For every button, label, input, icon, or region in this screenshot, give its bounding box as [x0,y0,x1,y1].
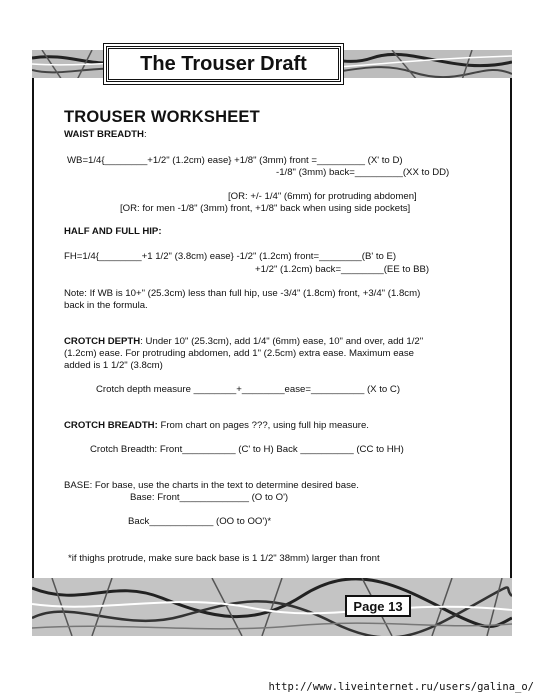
page-title: The Trouser Draft [140,52,307,75]
waist-label-line [64,129,147,141]
base-intro: BASE: For base, use the charts in the text to determine desired base. [64,480,359,491]
crotch-depth-line1 [64,336,423,348]
waist-note-men: [OR: for men -1/8" (3mm) front, +1/8" back when using side pockets] [120,203,411,214]
marble-band-bottom [32,578,512,636]
waist-label-colon: : [143,129,147,140]
crotch-depth-label: CROTCH DEPTH [64,336,141,347]
page-number-box [345,595,411,617]
waist-formula-front: WB=1/4{________+1/2" (1.2cm) ease} +1/8" (3mm) front =_________ (X' to D) [67,155,403,166]
crotch-breadth-measure: Crotch Breadth: Front__________ (C' to H) Back __________ (CC to HH) [90,444,404,455]
waist-note-abdomen: [OR: +/- 1/4" (6mm) for protruding abdomen] [228,191,417,202]
worksheet-frame [32,78,512,582]
crotch-depth-text-3: added is 1 1/2" (3.8cm) [64,360,163,371]
crotch-breadth-label: CROTCH BREADTH: [64,420,158,431]
crotch-depth-text-2: (1.2cm) ease. For protruding abdomen, add 1" (2.5cm) extra ease. Maximum ease [64,348,415,359]
crotch-depth-text-1: : Under 10" (25.3cm), add 1/4" (6mm) ease, 10" and over, add 1/2" [140,336,424,347]
base-footnote: *if thighs protrude, make sure back base is 1 1/2" 38mm) larger than front [68,553,380,564]
hip-formula-back: +1/2" (1.2cm) back=________(EE to BB) [255,264,430,275]
worksheet-heading: TROUSER WORKSHEET [64,108,260,126]
hip-label: HALF AND FULL HIP: [64,226,162,237]
hip-note-line2: back in the formula. [64,300,148,311]
title-box [106,46,341,82]
crotch-depth-measure: Crotch depth measure ________+________ease=__________ (X to C) [96,384,401,395]
hip-note-line1: Note: If WB is 10+" (25.3cm) less than full hip, use -3/4" (1.8cm) front, +3/4" (1.8cm) [64,288,421,299]
crotch-breadth-text: From chart on pages ???, using full hip measure. [157,420,369,431]
base-back: Back____________ (OO to OO')* [128,516,272,527]
base-front: Base: Front_____________ (O to O') [130,492,289,503]
source-url: http://www.liveinternet.ru/users/galina_o/ [268,681,534,693]
hip-formula-front: FH=1/4{________+1 1/2" (3.8cm) ease} -1/2" (1.2cm) front=________(B' to E) [64,251,397,262]
waist-formula-back: -1/8" (3mm) back=_________(XX to DD) [276,167,450,178]
page-number: Page 13 [353,598,403,614]
crotch-breadth-line [64,420,369,432]
waist-label: WAIST BREADTH [64,129,144,140]
